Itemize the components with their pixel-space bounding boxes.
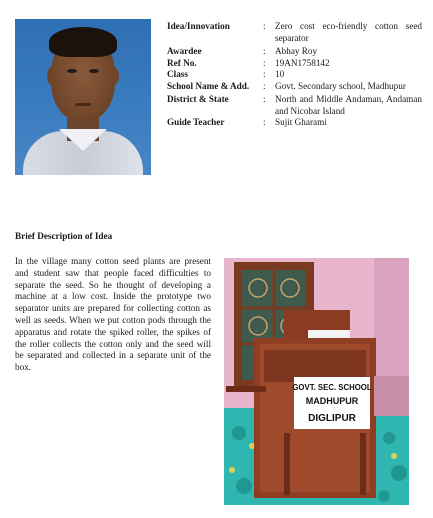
collar-right	[83, 129, 107, 151]
profile-row-idea	[167, 21, 422, 44]
label-ref: Ref No.	[167, 57, 197, 68]
profile-row-ref	[167, 58, 422, 70]
value-idea: Zero cost eco-friendly cotton seed separator	[275, 21, 422, 43]
separator: :	[263, 80, 266, 91]
profile-row-class	[167, 69, 422, 81]
separator: :	[263, 21, 266, 31]
label-district: District & State	[167, 94, 229, 104]
label-school: School Name & Add.	[167, 80, 250, 91]
profile-row-school	[167, 81, 422, 93]
label-class: Class	[167, 69, 188, 79]
separator: :	[263, 46, 266, 56]
collar-left	[59, 129, 83, 151]
value-class: 10	[275, 69, 285, 79]
sign-line-2: MADHUPUR	[305, 396, 359, 406]
separator: :	[263, 57, 266, 68]
value-district: North and Middle Andaman, Andaman and Nicobar Island	[275, 94, 422, 116]
separator: :	[263, 69, 266, 79]
value-guide: Sujit Gharami	[275, 117, 327, 127]
mouth	[75, 103, 91, 106]
prototype-photo	[224, 258, 409, 505]
eye-left	[67, 69, 77, 73]
separator: :	[263, 117, 266, 127]
profile-row-district	[167, 94, 422, 117]
value-awardee: Abhay Roy	[275, 46, 318, 56]
profile-row-awardee	[167, 46, 422, 58]
value-school: Govt. Secondary school, Madhupur	[275, 80, 406, 91]
eye-right	[89, 69, 99, 73]
sign-line-3: DIGLIPUR	[308, 413, 356, 424]
prototype-illustration	[224, 258, 409, 505]
brief-description: In the village many cotton seed plants are present and student saw that people faced difficulties to separate the seed. So he thought of developing a machine at a low cost. Inside the prototype two separator units are prepared for collecting cotton as well as seeds. When we put cotton pods through the apparatus and rotate the spiked roller, the spikes of the roller collects the cotton only and the seed will be separated and collected in a separate unit of the box.	[15, 256, 211, 373]
label-idea: Idea/Innovation	[167, 21, 230, 31]
profile-table	[167, 21, 422, 129]
awardee-photo	[15, 19, 151, 175]
sign-line-1: GOVT. SEC. SCHOOL	[292, 383, 372, 392]
brief-title: Brief Description of Idea	[15, 231, 113, 241]
separator: :	[263, 94, 266, 104]
hair	[49, 27, 117, 57]
value-ref: 19AN1758142	[275, 57, 330, 68]
label-awardee: Awardee	[167, 46, 202, 56]
profile-row-guide	[167, 117, 422, 129]
label-guide: Guide Teacher	[167, 117, 225, 127]
